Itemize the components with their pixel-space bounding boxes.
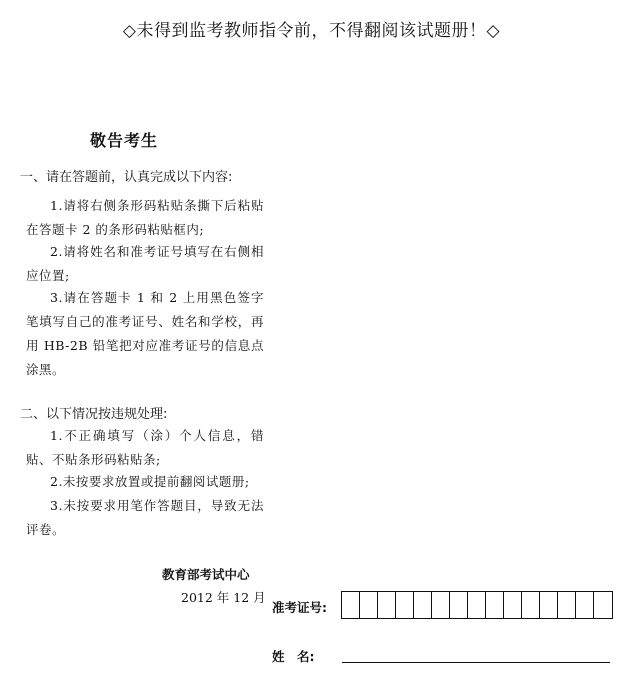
exam-id-digit-box[interactable] (558, 592, 576, 618)
issuer-org: 教育部考试中心 (162, 567, 250, 582)
exam-id-digit-box[interactable] (432, 592, 450, 618)
exam-id-digit-box[interactable] (540, 592, 558, 618)
exam-id-digit-box[interactable] (576, 592, 594, 618)
issue-date: 2012 年 12 月 (181, 590, 266, 605)
exam-id-digit-box[interactable] (594, 592, 612, 618)
section-1-item-1: 1.请将右侧条形码粘贴条撕下后粘贴在答题卡 2 的条形码粘贴框内; (26, 198, 264, 237)
section-1-item-3: 3.请在答题卡 1 和 2 上用黑色签字笔填写自己的准考证号、姓名和学校，再用 HB-2B 铅笔把对应准考证号的信息点涂黑。 (26, 290, 264, 377)
section-2-item-1: 1.不正确填写（涂）个人信息，错贴、不贴条形码粘贴条; (26, 428, 264, 467)
section-1-heading: 一、请在答题前，认真完成以下内容: (20, 170, 233, 185)
exam-id-digit-box[interactable] (360, 592, 378, 618)
exam-warning-banner: ◇未得到监考教师指令前，不得翻阅该试题册！◇ (122, 21, 501, 41)
section-2-heading: 二、以下情况按违规处理: (20, 407, 168, 422)
exam-id-digit-box[interactable] (396, 592, 414, 618)
section-2-item-3: 3.未按要求用笔作答题目，导致无法评卷。 (26, 498, 264, 537)
exam-id-digit-box[interactable] (486, 592, 504, 618)
exam-id-digit-box[interactable] (414, 592, 432, 618)
exam-id-label: 准考证号: (272, 600, 327, 615)
notice-title: 敬告考生 (90, 131, 159, 150)
name-label: 姓 名: (272, 649, 315, 664)
exam-id-digit-box[interactable] (378, 592, 396, 618)
exam-id-digit-box[interactable] (450, 592, 468, 618)
name-field-line[interactable] (342, 662, 610, 663)
section-2-item-2: 2.未按要求放置或提前翻阅试题册; (50, 474, 250, 489)
exam-id-digit-box[interactable] (468, 592, 486, 618)
exam-id-digit-box[interactable] (522, 592, 540, 618)
section-1-item-2: 2.请将姓名和准考证号填写在右侧相应位置; (26, 244, 264, 283)
exam-id-boxes[interactable] (341, 591, 613, 619)
exam-id-digit-box[interactable] (342, 592, 360, 618)
exam-id-digit-box[interactable] (504, 592, 522, 618)
